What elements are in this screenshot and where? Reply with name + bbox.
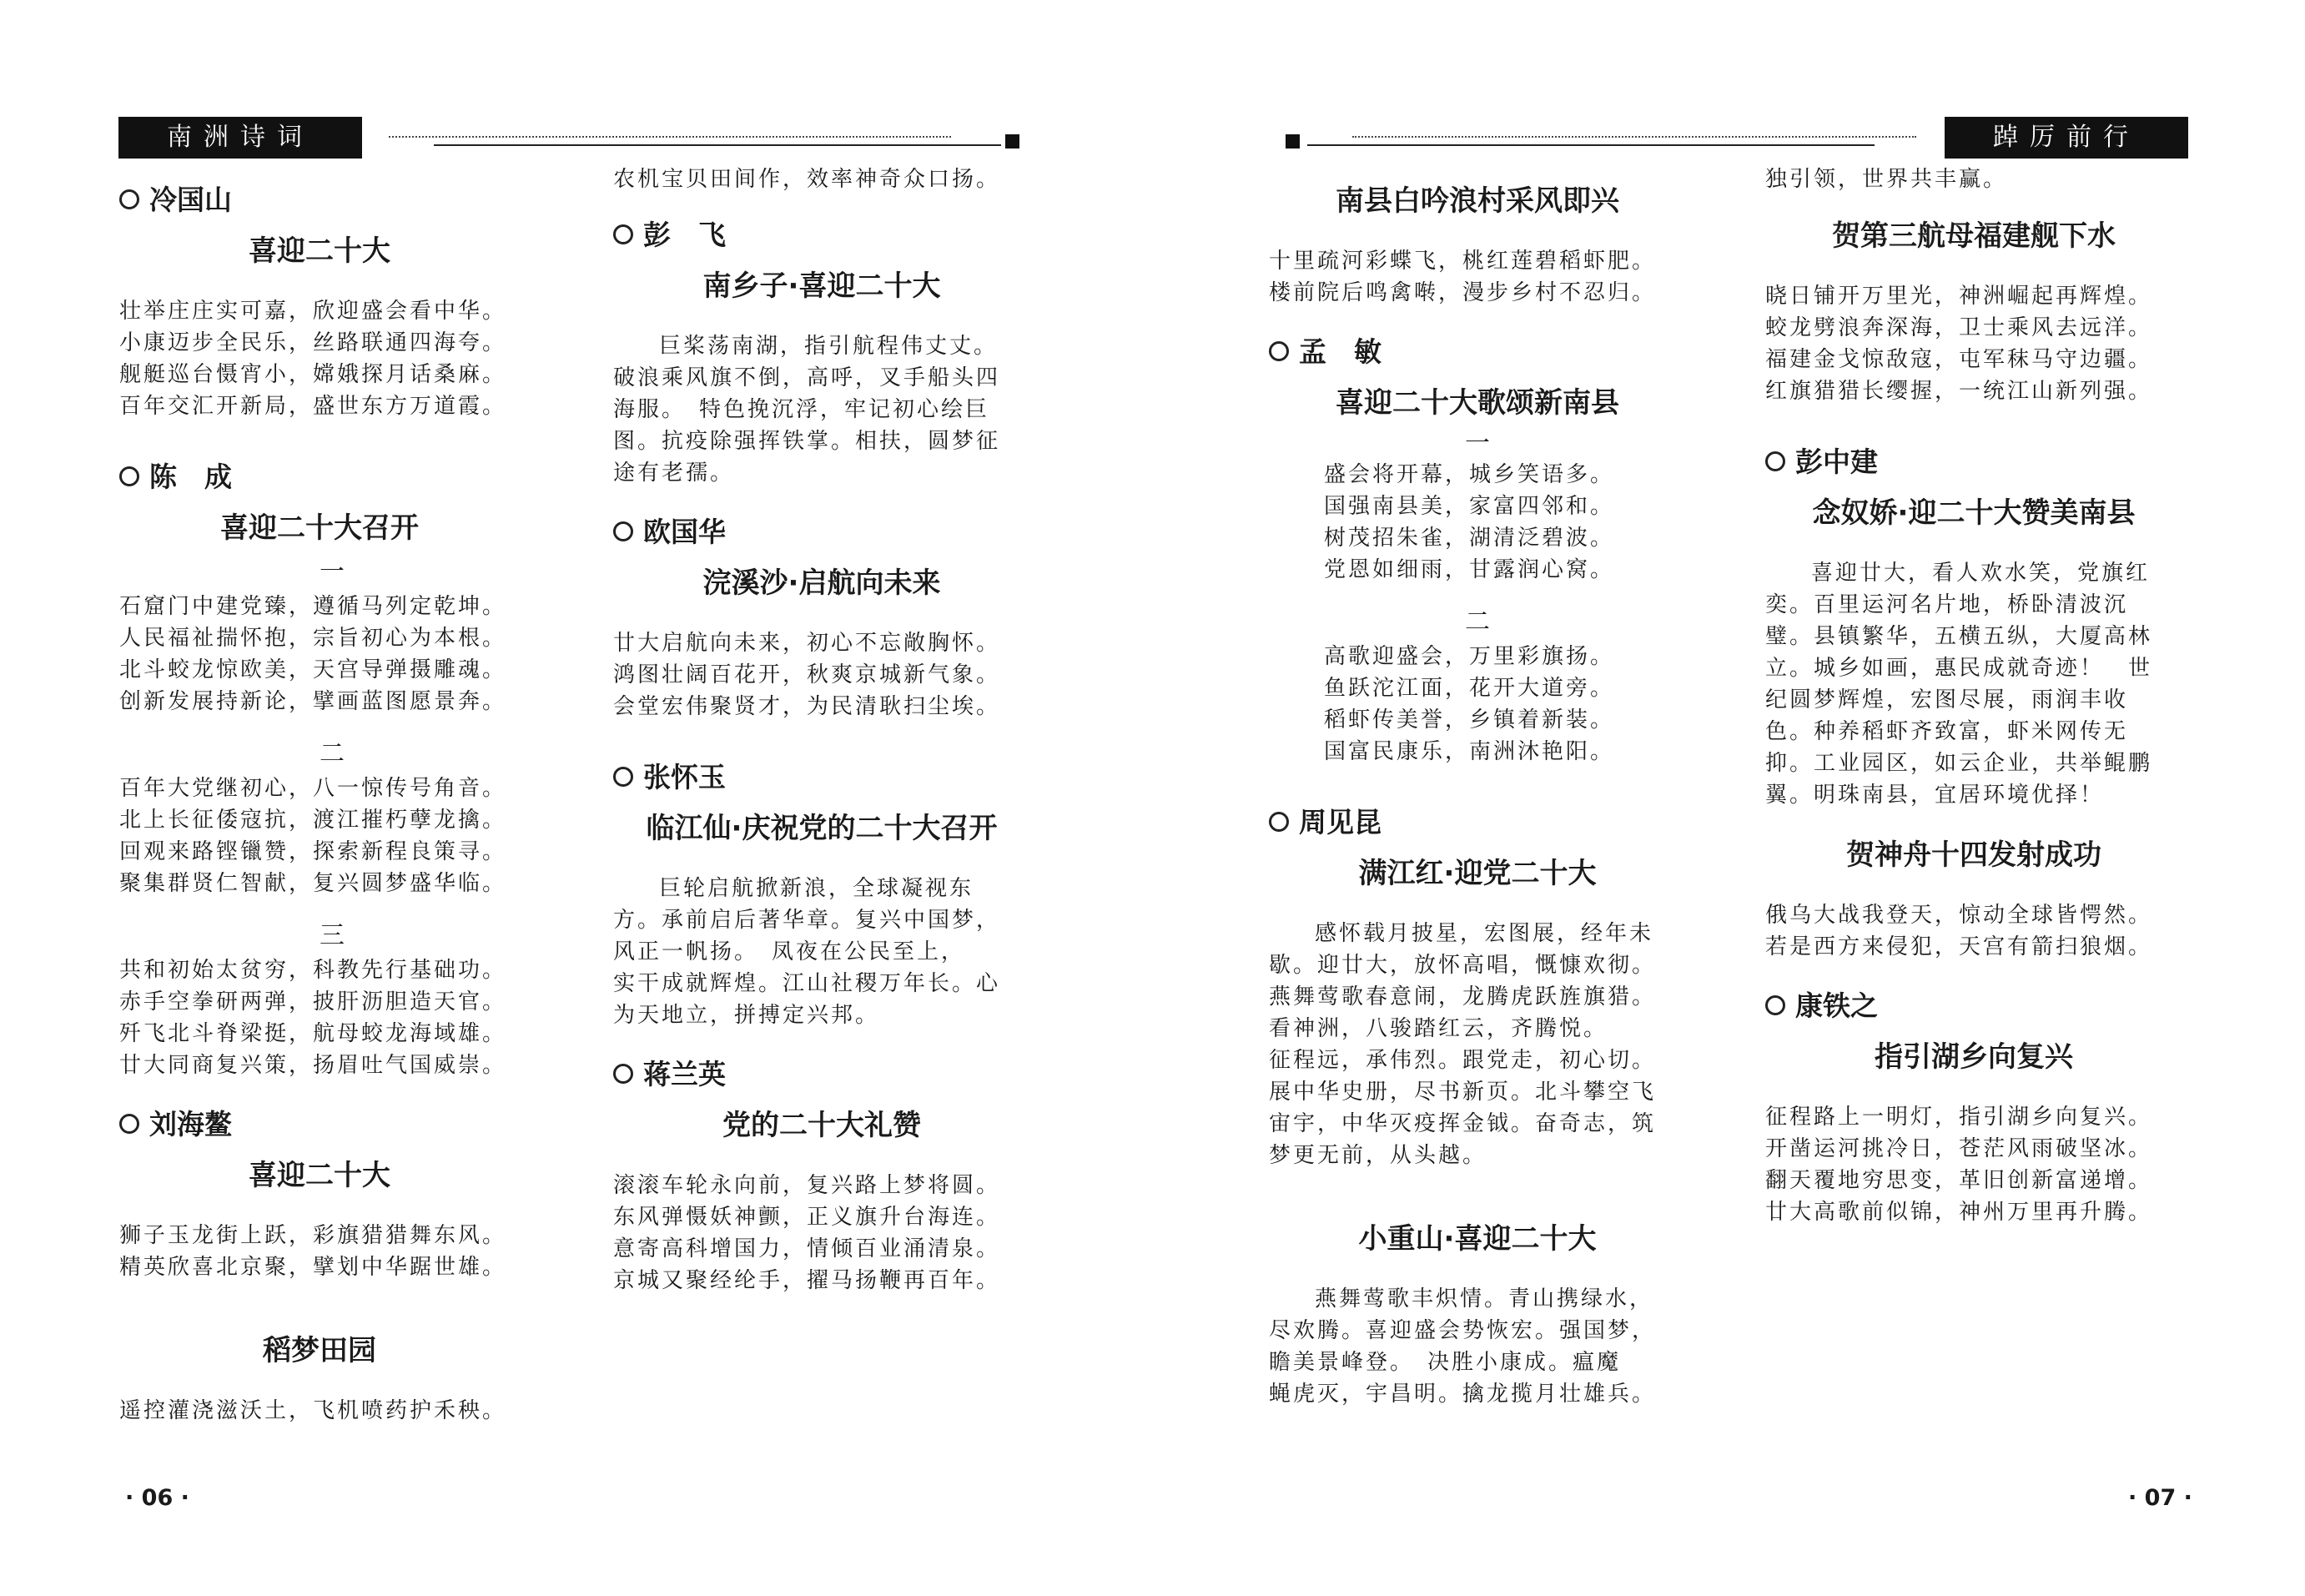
poem-line: 人民福祉揣怀抱，宗旨初心为本根。 — [119, 626, 507, 651]
poem-line: 色。种养稻虾齐致富，虾米网传无 — [1765, 719, 2129, 744]
poem-line: 十里疏河彩蝶飞，桃红莲碧稻虾肥。 — [1269, 249, 1657, 274]
poem-title: 党的二十大礼赞 — [722, 1109, 921, 1142]
poem-line: 征程远，承伟烈。跟党走，初心切。 — [1269, 1048, 1657, 1073]
poem-author: 欧国华 — [613, 507, 1030, 557]
poem-line: 会堂宏伟聚贤才，为民清耿扫尘埃。 — [613, 694, 1001, 719]
poem-title: 稻梦田园 — [263, 1334, 376, 1367]
poem-line: 北上长征倭寇抗，渡江摧朽孽龙擒。 — [119, 808, 507, 833]
poem-author: 冷国山 — [119, 175, 545, 225]
poem-line: 喜迎廿大，看人欢水笑，党旗红 — [1811, 561, 2151, 586]
poem-line: 红旗猎猎长缨握，一统江山新列强。 — [1765, 379, 2153, 404]
poem-line: 看神洲，八骏踏红云，齐腾悦。 — [1269, 1016, 1608, 1041]
page-number: · 06 · — [125, 1485, 189, 1511]
poem-line: 廿大同商复兴策，扬眉吐气国威崇。 — [119, 1053, 507, 1078]
poem-line: 若是西方来侵犯，天宫有箭扫狼烟。 — [1765, 934, 2153, 959]
poem-line: 奕。百里运河名片地，桥卧清波沉 — [1765, 592, 2129, 617]
circle-bullet-icon — [119, 189, 139, 209]
column-1 — [119, 175, 545, 1427]
column-4 — [1765, 167, 2182, 1228]
poem-line: 壮举庄庄实可嘉，欣迎盛会看中华。 — [119, 299, 507, 324]
header-square-marker — [1286, 134, 1300, 149]
poem-lines — [119, 591, 545, 717]
poem-lines — [613, 1170, 1030, 1296]
poem-line: 感怀载月披星，宏图展，经年未 — [1315, 921, 1654, 946]
poem-line: 翼。明珠南县，宜居环境优择！ — [1765, 783, 2105, 808]
poem-line: 东风弹慑妖神颤，正义旗升台海连。 — [613, 1205, 1001, 1230]
poem-author: 孟 敏 — [1269, 327, 1686, 377]
poem-line: 征程路上一明灯，指引湖乡向复兴。 — [1765, 1105, 2153, 1130]
circle-bullet-icon — [613, 1064, 633, 1084]
stanza-number: 三 — [320, 921, 345, 950]
circle-bullet-icon — [1269, 341, 1289, 361]
poem-line: 独引领，世界共丰赢。 — [1765, 167, 2008, 192]
poem-line: 晓日铺开万里光，神洲崛起再辉煌。 — [1765, 284, 2153, 309]
poem-lines — [1269, 918, 1686, 1171]
poem-title: 念奴娇·迎二十大赞美南县 — [1812, 496, 2136, 530]
poem-line: 歇。迎廿大，放怀高唱，慨慷欢彻。 — [1269, 953, 1657, 978]
poem-lines — [1269, 1283, 1686, 1410]
circle-bullet-icon — [613, 224, 633, 244]
poem-lines — [1269, 245, 1686, 309]
poem-line: 方。承前启后著华章。复兴中国梦， — [613, 908, 1001, 933]
poem-author: 彭中建 — [1765, 437, 2182, 487]
poem-lines — [119, 295, 545, 422]
section-tag: 南洲诗词 — [118, 117, 362, 159]
poem-line: 瞻美景峰登。 决胜小康成。瘟魔 — [1269, 1350, 1622, 1375]
poem-line: 展中华史册，尽书新页。北斗攀空飞 — [1269, 1080, 1657, 1105]
poem-line: 百年交汇开新局，盛世东方万道霞。 — [119, 394, 507, 419]
header-rule — [434, 144, 1001, 146]
header-dotted-rule — [389, 136, 951, 138]
poem-line: 燕舞莺歌春意闹，龙腾虎跃旌旗猎。 — [1269, 984, 1657, 1009]
poem-line: 巨桨荡南湖，指引航程伟丈丈。 — [659, 334, 999, 359]
poem-line: 巨轮启航掀新浪，全球凝视东 — [659, 876, 974, 901]
poem-line: 为天地立，拼搏定兴邦。 — [613, 1003, 880, 1028]
stanza-number: 一 — [1465, 429, 1490, 458]
poem-title: 指引湖乡向复兴 — [1875, 1040, 2073, 1074]
stanza-number: 二 — [320, 739, 345, 768]
poem-lines — [1269, 641, 1686, 768]
poem-title: 喜迎二十大 — [249, 234, 390, 268]
stanza-number: 一 — [320, 557, 345, 587]
poem-line: 楼前院后鸣禽啭，漫步乡村不忍归。 — [1269, 280, 1657, 305]
circle-bullet-icon — [613, 521, 633, 541]
poem-author: 康铁之 — [1765, 981, 2182, 1031]
poem-title: 喜迎二十大召开 — [220, 511, 419, 545]
poem-line: 精英欣喜北京聚，擘划中华踞世雄。 — [119, 1255, 507, 1280]
poem-line: 宙宇，中华灭疫挥金钺。奋奇志，筑 — [1269, 1111, 1657, 1136]
poem-author: 张怀玉 — [613, 753, 1030, 803]
circle-bullet-icon — [613, 767, 633, 787]
poem-author: 周见昆 — [1269, 798, 1686, 848]
stanza-number: 二 — [1465, 607, 1490, 637]
poem-line: 遥控灌浇滋沃土，飞机喷药护禾秧。 — [119, 1398, 507, 1423]
poem-title: 喜迎二十大 — [249, 1159, 390, 1192]
poem-author: 刘海鳌 — [119, 1100, 545, 1150]
poem-line: 意寄高科增国力，情倾百业涌清泉。 — [613, 1236, 1001, 1261]
poem-lines — [1765, 899, 2182, 963]
poem-line: 北斗蛟龙惊欧美，天宫导弹摄雕魂。 — [119, 657, 507, 682]
poem-title: 喜迎二十大歌颂新南县 — [1336, 386, 1619, 420]
poem-lines — [119, 1220, 545, 1283]
column-2 — [613, 167, 1030, 1296]
poem-lines — [1269, 459, 1686, 586]
poem-line: 梦更无前，从头越。 — [1269, 1143, 1487, 1168]
poem-line: 璧。县镇繁华，五横五纵，大厦高林 — [1765, 624, 2153, 649]
poem-title: 浣溪沙·启航向未来 — [702, 566, 941, 600]
poem-line: 鸿图壮阔百花开，秋爽京城新气象。 — [613, 662, 1001, 687]
circle-bullet-icon — [1765, 995, 1785, 1015]
poem-title: 南乡子·喜迎二十大 — [702, 269, 941, 303]
poem-title: 临江仙·庆祝党的二十大召开 — [646, 812, 998, 845]
poem-line: 创新发展持新论，擘画蓝图愿景奔。 — [119, 689, 507, 714]
header-rule — [1307, 144, 1875, 146]
poem-line: 高歌迎盛会，万里彩旗扬。 — [1324, 644, 1615, 669]
poem-line: 回观来路铿镴赞，探索新程良策寻。 — [119, 839, 507, 864]
poem-lines — [1765, 280, 2182, 407]
poem-line: 石窟门中建党臻，遵循马列定乾坤。 — [119, 594, 507, 619]
poem-lines — [1765, 1101, 2182, 1228]
poem-line: 鱼跃沱江面，花开大道旁。 — [1324, 676, 1615, 701]
poem-line: 小康迈步全民乐，丝路联通四海夸。 — [119, 330, 507, 355]
poem-line: 舰艇巡台慑宵小，嫦娥探月话桑麻。 — [119, 362, 507, 387]
header-square-marker — [1005, 134, 1019, 149]
poem-line: 廿大启航向未来，初心不忘敞胸怀。 — [613, 631, 1001, 656]
poem-line: 京城又聚经纶手，擢马扬鞭再百年。 — [613, 1268, 1001, 1293]
poem-line: 实干成就辉煌。江山社稷万年长。心 — [613, 971, 1001, 996]
poem-title: 贺第三航母福建舰下水 — [1832, 219, 2116, 253]
circle-bullet-icon — [1269, 812, 1289, 832]
poem-line: 尽欢腾。喜迎盛会势恢宏。强国梦， — [1269, 1318, 1657, 1343]
poem-line: 树茂招朱雀，湖清泛碧波。 — [1324, 526, 1615, 551]
poem-line: 滚滚车轮永向前，复兴路上梦将圆。 — [613, 1173, 1001, 1198]
poem-line: 共和初始太贫穷，科教先行基础功。 — [119, 958, 507, 983]
poem-line: 党恩如细雨，甘露润心窝。 — [1324, 557, 1615, 582]
poem-line: 海服。 特色挽沉浮，牢记初心绘巨 — [613, 397, 990, 422]
poem-lines — [119, 1395, 545, 1427]
poem-author: 彭 飞 — [613, 210, 1030, 260]
poem-line: 盛会将开幕，城乡笑语多。 — [1324, 462, 1615, 487]
circle-bullet-icon — [119, 1114, 139, 1134]
poem-line: 风正一帆扬。 凤夜在公民至上， — [613, 939, 966, 964]
poem-lines — [613, 627, 1030, 722]
poem-line: 百年大党继初心，八一惊传号角音。 — [119, 776, 507, 801]
poem-lines — [1765, 557, 2182, 811]
circle-bullet-icon — [1765, 451, 1785, 471]
poem-line: 立。城乡如画，惠民成就奇迹！ 世 — [1765, 656, 2153, 681]
circle-bullet-icon — [119, 466, 139, 486]
poem-line: 燕舞莺歌丰炽情。青山携绿水， — [1315, 1286, 1654, 1312]
poem-lines — [119, 773, 545, 899]
poem-line: 稻虾传美誉，乡镇着新装。 — [1324, 707, 1615, 733]
poem-line: 福建金戈惊敌寇，屯军秣马守边疆。 — [1765, 347, 2153, 372]
poem-line: 蝇虎灭，宇昌明。擒龙揽月壮雄兵。 — [1269, 1382, 1657, 1407]
poem-line: 蛟龙劈浪奔深海，卫士乘风去远洋。 — [1765, 315, 2153, 340]
poem-line: 纪圆梦辉煌，宏图尽展，雨润丰收 — [1765, 687, 2129, 712]
poem-title: 满江红·迎党二十大 — [1358, 857, 1597, 890]
poem-line: 廿大高歌前似锦，神州万里再升腾。 — [1765, 1200, 2153, 1225]
poem-line: 赤手空拳研两弹，披肝沥胆造天官。 — [119, 989, 507, 1014]
right-page — [1152, 0, 2305, 1596]
poem-line: 聚集群贤仁智献，复兴圆梦盛华临。 — [119, 871, 507, 896]
poem-line: 图。抗疫除强挥铁掌。相扶，圆梦征 — [613, 429, 1001, 454]
poem-title: 贺神舟十四发射成功 — [1846, 838, 2101, 872]
poem-line: 开凿运河挑冷日，苍茫风雨破坚冰。 — [1765, 1136, 2153, 1161]
section-tag: 踔厉前行 — [1945, 117, 2188, 159]
poem-line: 破浪乘风旗不倒，高呼，叉手船头四 — [613, 365, 1001, 390]
poem-title: 南县白吟浪村采风即兴 — [1336, 184, 1619, 218]
poem-line: 歼飞北斗脊梁挺，航母蛟龙海域雄。 — [119, 1021, 507, 1046]
poem-line: 抑。工业园区，如云企业，共举鲲鹏 — [1765, 751, 2153, 776]
poem-line: 俄乌大战我登天，惊动全球皆愕然。 — [1765, 903, 2153, 928]
poem-author: 陈 成 — [119, 452, 545, 502]
header-dotted-rule — [1352, 136, 1916, 138]
poem-lines — [613, 873, 1030, 1031]
page-number: · 07 · — [2128, 1485, 2192, 1511]
poem-title: 小重山·喜迎二十大 — [1358, 1222, 1597, 1256]
poem-line: 国强南县美，家富四邻和。 — [1324, 494, 1615, 519]
poem-lines — [119, 954, 545, 1081]
poem-line: 途有老孺。 — [613, 461, 735, 486]
poem-line: 狮子玉龙街上跃，彩旗猎猎舞东风。 — [119, 1223, 507, 1248]
poem-line: 国富民康乐，南洲沐艳阳。 — [1324, 739, 1615, 764]
poem-line: 农机宝贝田间作，效率神奇众口扬。 — [613, 167, 1001, 192]
column-3 — [1269, 175, 1686, 1410]
left-page — [0, 0, 1152, 1596]
poem-line: 翻天覆地穷思变，革旧创新富递增。 — [1765, 1168, 2153, 1193]
poem-author: 蒋兰英 — [613, 1050, 1030, 1100]
poem-lines — [613, 330, 1030, 489]
